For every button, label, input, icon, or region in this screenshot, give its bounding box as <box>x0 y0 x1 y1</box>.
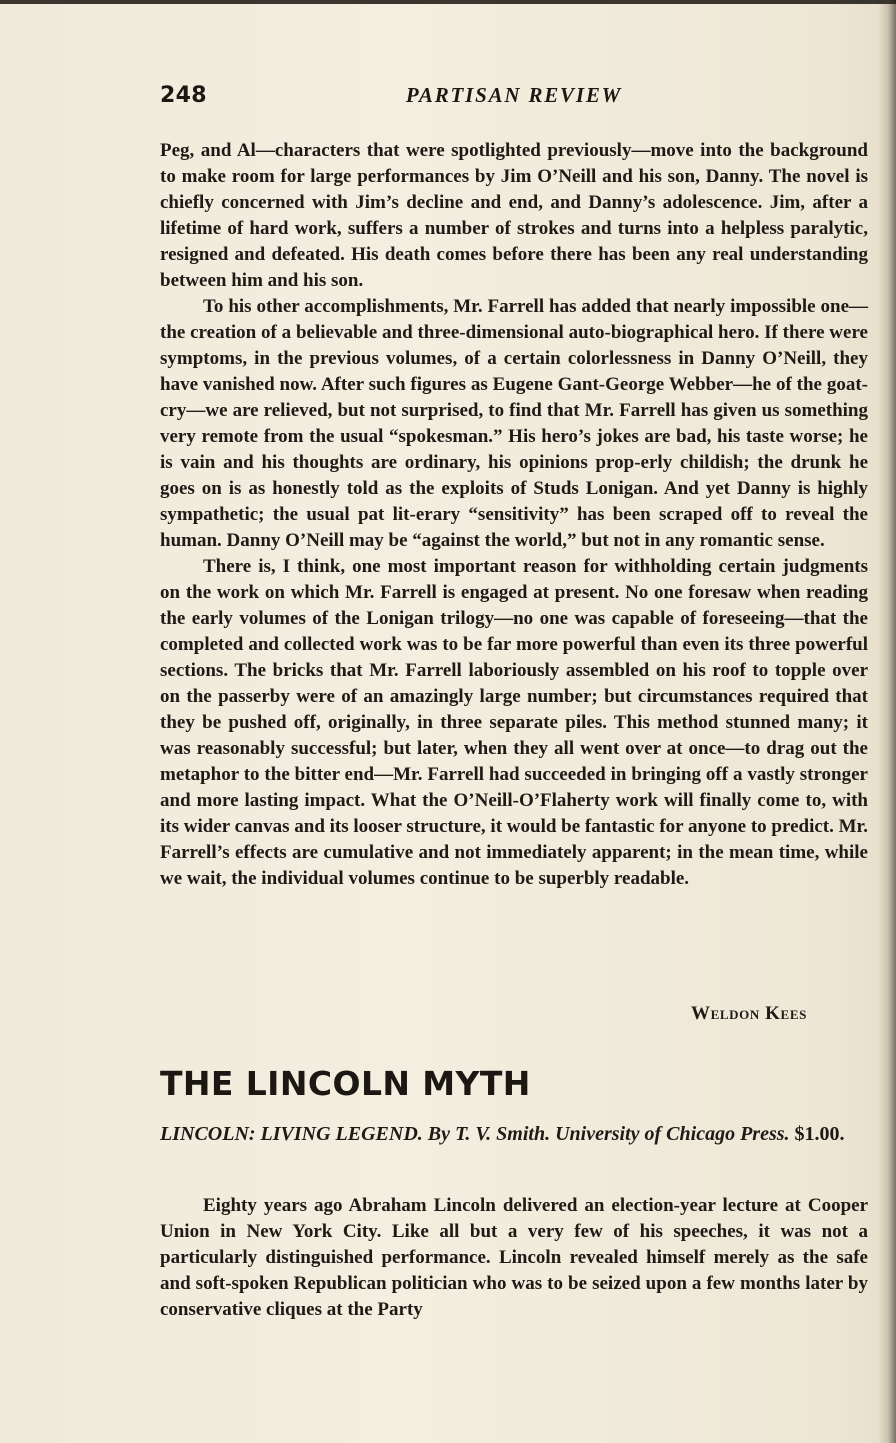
review-signature: Weldon Kees <box>691 1003 807 1024</box>
page-number: 248 <box>160 83 207 108</box>
book-citation <box>160 1121 868 1147</box>
review-paragraph: To his other accomplishments, Mr. Farrell has added that nearly impossible one—the creation of a believable and three-dimensional auto-biographical hero. If there were symptoms, in the previous volumes, of a certain colorlessness in Danny O’Neill, they have vanished now. After such figures as Eugene Gant-George Webber—he of the goat-cry—we are relieved, but not surprised, to find that Mr. Farrell has given us something very remote from the usual “spokesman.” His hero’s jokes are bad, his taste worse; he is vain and his thoughts are ordinary, his opinions prop-erly childish; the drunk he goes on is as honestly told as the exploits of Studs Lonigan. And yet Danny is highly sympathetic; the usual pat lit-erary “sensitivity” has been scraped off to reveal the human. Danny O’Neill may be “against the world,” but not in any romantic sense. <box>160 296 868 551</box>
running-head: PARTISAN REVIEW <box>405 83 623 107</box>
page-header <box>160 80 868 116</box>
lincoln-review-body <box>160 1193 868 1323</box>
section-title: THE LINCOLN MYTH <box>160 1064 531 1103</box>
book-publisher: University of Chicago Press. <box>555 1123 790 1145</box>
page-top-edge <box>0 0 896 4</box>
review-paragraph: Peg, and Al—characters that were spotlighted previously—move into the background to make room for large performances by Jim O’Neill and his son, Danny. The novel is chiefly concerned with Jim’s decline and end, and Danny’s adolescence. Jim, after a lifetime of hard work, suffers a number of strokes and turns into a helpless paralytic, resigned and defeated. His death comes before there has been any real understanding between him and his son. <box>160 140 868 291</box>
book-price: $1.00. <box>794 1123 845 1145</box>
review-body <box>160 138 868 892</box>
review-paragraph: There is, I think, one most important reason for withholding certain judgments on the work on which Mr. Farrell is engaged at present. No one foresaw when reading the early volumes of the Lonigan trilogy—no one was capable of foreseeing—that the completed and collected work was to be far more powerful than even its three powerful sections. The bricks that Mr. Farrell laboriously assembled on his roof to topple over on the passerby were of an amazingly large number; but circumstances required that they be pushed off, originally, in three separate piles. This method stunned many; it was reasonably successful; but later, when they all went over at once—to drag out the metaphor to the bitter end—Mr. Farrell had succeeded in bringing off a vastly stronger and more lasting impact. What the O’Neill-O’Flaherty work will finally come to, with its wider canvas and its looser structure, it would be fantastic for anyone to predict. Mr. Farrell’s effects are cumulative and not immediately apparent; in the mean time, while we wait, the individual volumes continue to be superbly readable. <box>160 556 868 889</box>
book-title: LINCOLN: LIVING LEGEND. <box>160 1123 423 1145</box>
book-author: By T. V. Smith. <box>427 1123 551 1145</box>
page-binding-shadow <box>878 0 896 1443</box>
review-paragraph: Eighty years ago Abraham Lincoln delivered an election-year lecture at Cooper Union in New York City. Like all but a very few of his speeches, it was not a particularly distinguished performance. Lincoln revealed himself merely as the safe and soft-spoken Republican politician who was to be seized upon a few months later by conservative cliques at the Party <box>160 1195 868 1320</box>
